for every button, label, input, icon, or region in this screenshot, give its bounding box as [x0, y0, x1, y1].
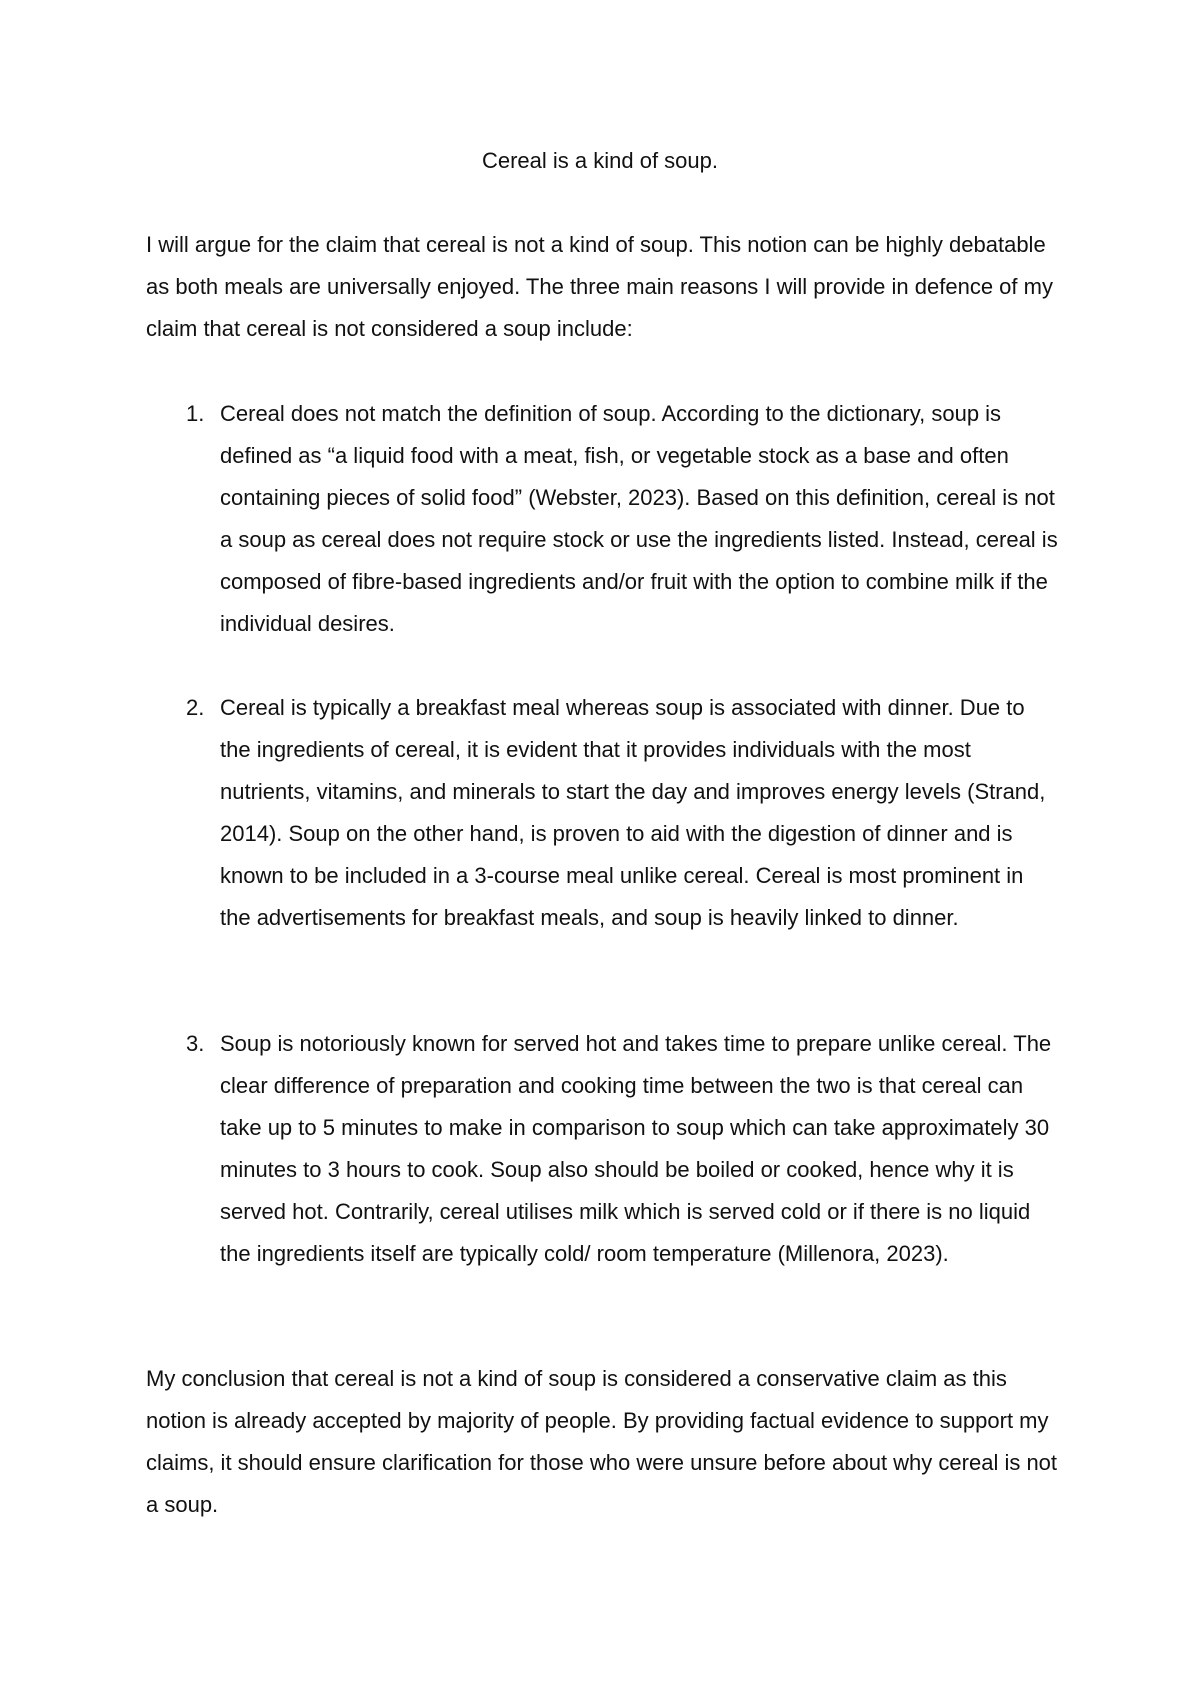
intro-paragraph: I will argue for the claim that cereal is not a kind of soup. This notion can be highly debatable as both meals are universally enjoyed. The three main reasons I will provide in defence of my claim that cereal is not considered a soup include:: [146, 232, 1053, 341]
document-title: Cereal is a kind of soup.: [481, 148, 719, 173]
list-text: Cereal is typically a breakfast meal whereas soup is associated with dinner. Due to the ingredients of cereal, it is evident that it provides individuals with the most nutrients, vitamins, and minerals to start the day and improves energy levels (Strand, 2014). Soup on the other hand, is proven to aid with the digestion of dinner and is known to be included in a 3-course meal unlike cereal. Cereal is most prominent in the advertisements for breakfast meals, and soup is heavily linked to dinner.: [220, 695, 1046, 930]
list-text: Cereal does not match the definition of soup. According to the dictionary, soup is defined as “a liquid food with a meat, fish, or vegetable stock as a base and often containing pieces of solid food” (Webster, 2023). Based on this definition, cereal is not a soup as cereal does not require stock or use the ingredients listed. Instead, cereal is composed of fibre-based ingredients and/or fruit with the option to combine milk if the individual desires.: [220, 401, 1058, 636]
list-number: 2.: [186, 695, 205, 720]
conclusion-paragraph: My conclusion that cereal is not a kind of soup is considered a conservative claim as this notion is already accepted by majority of people. By providing factual evidence to support my claims, it should ensure clarification for those who were unsure before about why cereal is not a soup.: [146, 1366, 1058, 1517]
list-number: 1.: [186, 401, 205, 426]
list-text: Soup is notoriously known for served hot and takes time to prepare unlike cereal. The clear difference of preparation and cooking time between the two is that cereal can take up to 5 minutes to make in comparison to soup which can take approximately 30 minutes to 3 hours to cook. Soup also should be boiled or cooked, hence why it is served hot. Contrarily, cereal utilises milk which is served cold or if there is no liquid the ingredients itself are typically cold/ room temperature (Millenora, 2023).: [220, 1031, 1052, 1266]
list-number: 3.: [186, 1031, 205, 1056]
